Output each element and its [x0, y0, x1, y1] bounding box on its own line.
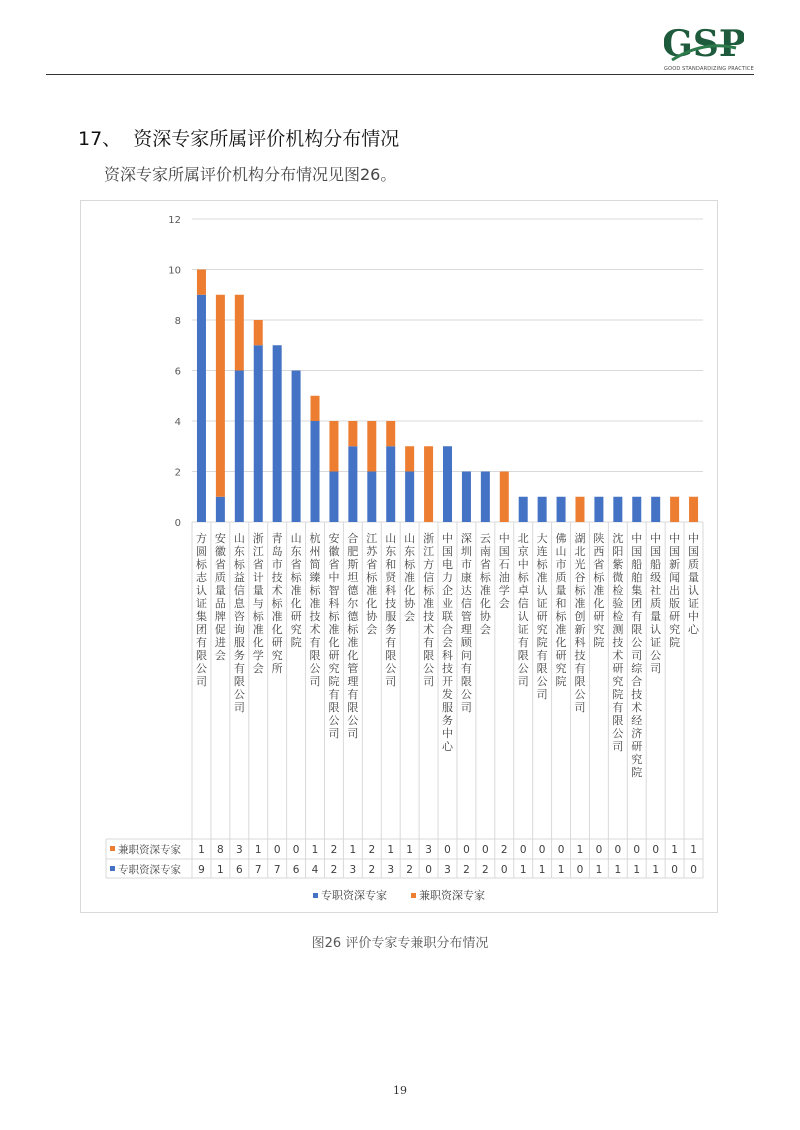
bar-parttime	[424, 446, 433, 522]
bar-parttime	[689, 497, 698, 522]
category-label: 山东标准化协会	[404, 532, 416, 623]
bar-fulltime	[651, 497, 660, 522]
bar-fulltime	[405, 472, 414, 523]
bar-fulltime	[538, 497, 547, 522]
bar-parttime	[500, 472, 509, 523]
bar-fulltime	[519, 497, 528, 522]
data-table-value: 2	[500, 844, 508, 856]
category-label: 佛山市质量和标准化研究院	[555, 532, 567, 688]
data-table-value: 0	[273, 844, 281, 856]
data-table-value: 1	[349, 844, 357, 856]
category-label: 中国石油学会	[498, 532, 510, 610]
data-table-value: 7	[273, 864, 281, 876]
table-row-key	[110, 866, 115, 871]
data-table-value: 0	[576, 864, 584, 876]
data-table-value: 2	[406, 864, 413, 876]
data-table-value: 0	[652, 844, 660, 856]
bar-fulltime	[386, 446, 395, 522]
data-table-value: 8	[217, 844, 224, 856]
data-table-value: 0	[463, 844, 470, 856]
data-table-value: 1	[652, 864, 660, 876]
data-table-value: 1	[311, 844, 319, 856]
bar-fulltime	[292, 371, 301, 523]
data-table-value: 2	[368, 864, 376, 876]
data-table-value: 1	[406, 844, 413, 856]
stacked-bar-chart	[81, 201, 717, 912]
legend-label-parttime: 兼职资深专家	[419, 889, 485, 902]
category-label: 安徽省质量品牌促进会	[214, 532, 226, 662]
category-label: 深圳市康达信管理顾问有限公司	[460, 532, 472, 714]
data-table-value: 0	[500, 864, 508, 876]
data-table-value: 1	[690, 844, 697, 856]
category-label: 湖北光谷标准创新科技有限公司	[574, 532, 586, 714]
bar-fulltime	[594, 497, 603, 522]
data-table-value: 1	[576, 844, 584, 856]
bar-parttime	[575, 497, 584, 522]
y-tick-label: 12	[168, 215, 181, 226]
data-table-value: 1	[217, 864, 224, 876]
section-number: 17、	[78, 128, 122, 150]
bar-fulltime	[197, 295, 206, 522]
data-table-value: 0	[482, 844, 489, 856]
figure-caption: 图26 评价专家专兼职分布情况	[311, 936, 489, 951]
category-label: 合肥斯坦德尔德标准化管理有限公司	[347, 532, 359, 740]
legend-key-parttime	[411, 893, 416, 898]
y-tick-label: 2	[174, 467, 181, 479]
logo-tagline: GOOD STANDARDIZING PRACTICE	[664, 66, 754, 72]
section-title: 资深专家所属评价机构分布情况	[133, 128, 400, 150]
y-tick-label: 4	[174, 417, 181, 428]
data-table-value: 0	[538, 844, 546, 856]
data-table-value: 1	[254, 844, 262, 856]
header-rule	[46, 74, 754, 75]
bar-fulltime	[216, 497, 225, 522]
y-tick-label: 10	[168, 265, 181, 277]
bar-fulltime	[273, 345, 282, 522]
bar-parttime	[197, 270, 206, 295]
bar-fulltime	[329, 472, 338, 523]
bar-fulltime	[367, 472, 376, 523]
data-table-value: 4	[311, 864, 319, 876]
table-row-header: 专职资深专家	[118, 864, 181, 876]
category-label: 浙江省计量与标准化学会	[252, 532, 264, 675]
category-label: 大连标准认证研究院有限公司	[536, 532, 548, 701]
data-table-value: 0	[519, 844, 527, 856]
bar-fulltime	[311, 421, 320, 522]
data-table-value: 7	[254, 864, 262, 876]
bar-parttime	[386, 421, 395, 446]
category-label: 安徽省中智科标准化研究院有限公司	[328, 532, 340, 740]
bar-fulltime	[254, 345, 263, 522]
category-label: 中国船级社质量认证公司	[650, 532, 662, 675]
data-table-value: 9	[198, 864, 205, 876]
data-table-value: 1	[614, 864, 622, 876]
category-label: 方圆标志认证集团有限公司	[195, 532, 207, 688]
category-label: 江苏省标准化协会	[366, 532, 378, 636]
table-row-header: 兼职资深专家	[118, 844, 181, 856]
section-heading	[78, 124, 399, 151]
data-table-value: 6	[292, 864, 300, 876]
data-table-value: 1	[595, 864, 603, 876]
category-label: 中国新闻出版研究院	[669, 532, 681, 649]
category-label: 沈阳紫微检验检测技术研究院有限公司	[612, 532, 624, 753]
category-label: 陕西省标准化研究院	[593, 532, 605, 649]
data-table-value: 0	[557, 844, 565, 856]
data-table-value: 0	[690, 864, 697, 876]
y-tick-label: 8	[174, 316, 181, 327]
legend-label-fulltime: 专职资深专家	[321, 889, 387, 902]
data-table-value: 3	[235, 844, 243, 856]
data-table-value: 2	[330, 844, 338, 856]
data-table-value: 0	[292, 844, 300, 856]
bar-parttime	[235, 295, 244, 371]
bar-parttime	[405, 446, 414, 471]
data-table-value: 3	[387, 864, 395, 876]
category-label: 中国船舶集团有限公司综合技术经济研究院	[631, 532, 643, 779]
bar-fulltime	[443, 446, 452, 522]
category-label: 中国质量认证中心	[688, 532, 700, 636]
data-table-value: 3	[444, 864, 451, 876]
category-label: 杭州简臻标准技术有限公司	[309, 532, 321, 688]
bar-fulltime	[462, 472, 471, 523]
category-label: 山东标益信息咨询服务有限公司	[233, 532, 245, 714]
data-table-value: 0	[614, 844, 622, 856]
data-table-value: 2	[330, 864, 338, 876]
category-label: 山东省标准化研究院	[290, 532, 302, 649]
data-table-value: 2	[368, 844, 376, 856]
data-table-value: 1	[519, 864, 527, 876]
data-table-value: 3	[425, 844, 432, 856]
data-table-value: 0	[671, 864, 678, 876]
data-table-value: 0	[595, 844, 603, 856]
bar-parttime	[348, 421, 357, 446]
bar-fulltime	[348, 446, 357, 522]
data-table-value: 1	[633, 864, 641, 876]
data-table-value: 2	[482, 864, 489, 876]
category-label: 青岛市技术标准化研究所	[271, 532, 283, 675]
data-table-value: 2	[463, 864, 470, 876]
data-table-value: 0	[444, 844, 451, 856]
section-body: 资深专家所属评价机构分布情况见图26。	[104, 165, 397, 184]
legend-key-fulltime	[313, 893, 318, 898]
bar-parttime	[367, 421, 376, 472]
data-table-value: 1	[671, 844, 678, 856]
data-table-value: 6	[235, 864, 243, 876]
bar-parttime	[311, 396, 320, 421]
data-table-value: 0	[633, 844, 641, 856]
bar-parttime	[254, 320, 263, 345]
category-label: 北京中标卓信认证有限公司	[517, 532, 529, 688]
bar-fulltime	[632, 497, 641, 522]
data-table-value: 3	[349, 864, 357, 876]
category-label: 云南省标准化协会	[479, 532, 491, 636]
category-label: 山东和贤科技服务有限公司	[385, 532, 397, 688]
bar-fulltime	[557, 497, 566, 522]
bar-fulltime	[235, 371, 244, 523]
data-table-value: 1	[198, 844, 205, 856]
y-tick-label: 0	[174, 518, 181, 529]
bar-parttime	[329, 421, 338, 472]
table-row-key	[110, 846, 115, 851]
data-table-value: 0	[425, 864, 432, 876]
data-table-value: 1	[387, 844, 395, 856]
bar-fulltime	[613, 497, 622, 522]
chart-frame	[80, 200, 718, 913]
data-table-value: 1	[538, 864, 546, 876]
y-tick-label: 6	[174, 366, 181, 378]
category-label: 浙江方信标准技术有限公司	[423, 532, 435, 688]
page-number: 19	[393, 1084, 407, 1097]
logo-wordmark: GSP	[664, 23, 744, 65]
bar-parttime	[216, 295, 225, 497]
bar-parttime	[670, 497, 679, 522]
data-table-value: 1	[557, 864, 565, 876]
category-label: 中国电力企业联合会科技开发服务中心	[442, 532, 453, 753]
bar-fulltime	[481, 472, 490, 523]
